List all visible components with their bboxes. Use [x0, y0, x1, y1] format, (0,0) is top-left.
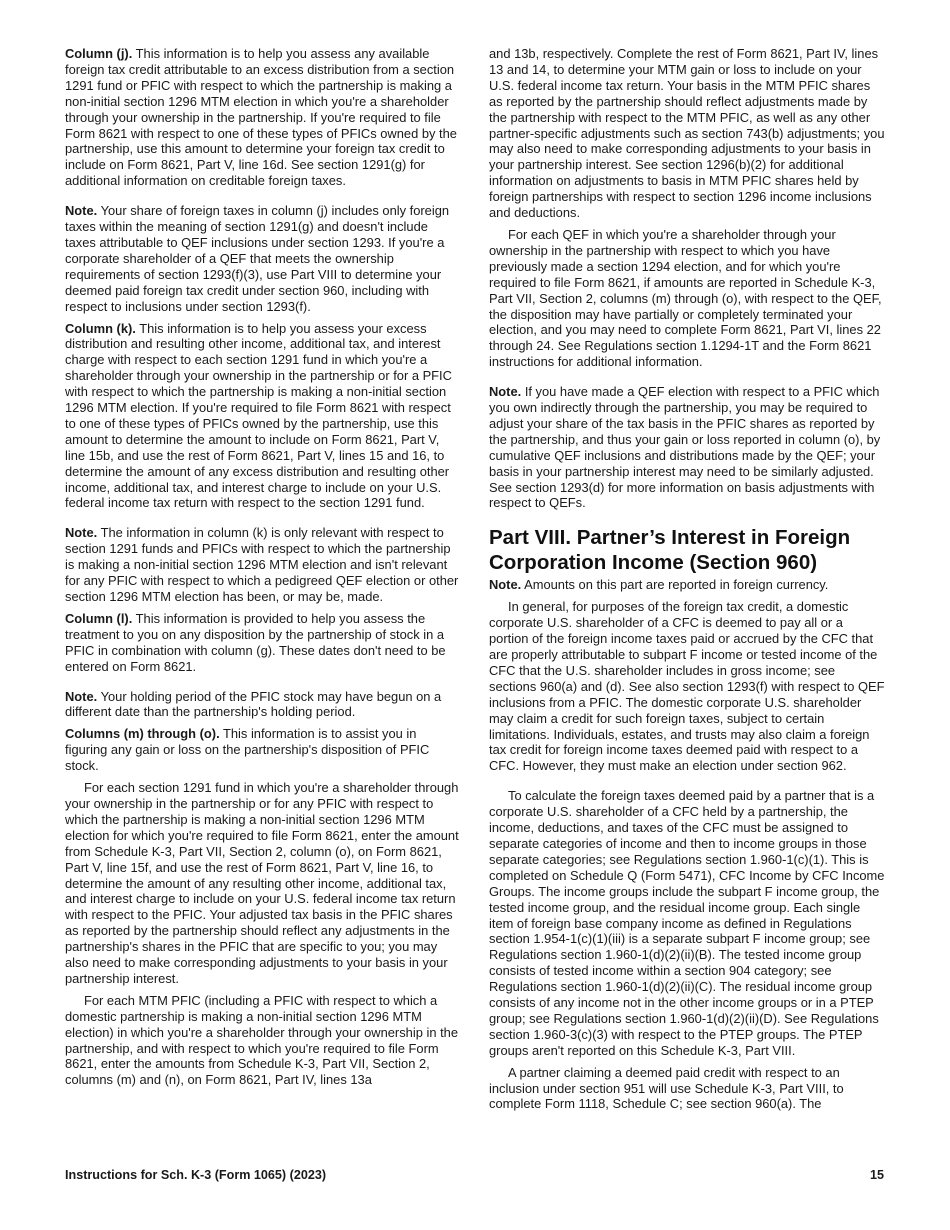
columns-m-o-text: This information is to assist you in figuring any gain or loss on the partnership's disposition of PFIC stock.	[65, 726, 430, 774]
note-text: Amounts on this part are reported in foreign currency.	[521, 577, 829, 593]
column-k-text: This information is to help you assess your excess distribution and resulting other income, additional tax, and interest charge with respect to each section 1291 fund in which you're a shareholder through your ownership in the partnership or for a PFIC with respect to which the partnership is making a non-initial section 1296 MTM election. If you're required to file Form 8621 with respect to one of these types of PFICs owned by the partnership, use this amount to determine the amount to include on Form 8621, Part V, line 15b, and use the rest of Form 8621, Part V, lines 15 and 16, to determine the amount of any excess distribution and resulting other income, additional tax, and interest charge to include on your U.S. federal income tax return with respect to the section 1291 fund.	[65, 320, 452, 511]
note-label: Note.	[65, 688, 98, 704]
note-paragraph	[65, 525, 461, 605]
note-paragraph	[65, 203, 461, 314]
section-1291-paragraph: For each section 1291 fund in which you're a shareholder through your ownership in the partnership or for any PFIC with respect to which the partnership is making a non-initial section 1296 MTM election for which you're required to file Form 8621, enter the amount from Schedule K-3, Part VII, Section 2, column (o), on Form 8621, Part V, line 15f, and use the rest of Form 8621, Part V, line 16, to determine the amount of any resulting other income, additional tax, and interest charge to include on your U.S. federal income tax return with respect to the PFIC. Your adjusted tax basis in the PFIC shares as reported by the partnership should reflect any adjustments in the partnership's shares in the PFIC that are specific to you; you may also need to make corresponding adjustments to your basis in your partnership interest.	[65, 780, 459, 986]
right-column	[489, 46, 885, 1118]
note-label: Note.	[65, 525, 98, 541]
note-paragraph	[489, 577, 885, 593]
general-paragraph: In general, for purposes of the foreign tax credit, a domestic corporate U.S. shareholder of a CFC is deemed to pay all or a portion of the foreign income taxes paid or accrued by the CFC that are properly attributable to subpart F income or tested income of the CFC that the U.S. shareholder includes in gross income; see sections 960(a) and (d). See also section 1293(f) with respect to QEF inclusions from a PFIC. The domestic corporate U.S. shareholder may claim a credit for such foreign taxes, subject to certain limitations. Individuals, estates, and trusts may also claim a foreign tax credit for foreign income taxes deemed paid with respect to a CFC. However, they must make an election under section 962.	[489, 599, 885, 774]
note-text: Your holding period of the PFIC stock may have begun on a different date than the partnership's holding period.	[65, 688, 442, 720]
footer-title: Instructions for Sch. K-3 (Form 1065) (2023)	[65, 1168, 327, 1182]
note-label: Note.	[65, 203, 98, 219]
page-number: 15	[869, 1168, 884, 1182]
mtm-pfic-paragraph: For each MTM PFIC (including a PFIC with respect to which a domestic partnership is making a non-initial section 1296 MTM election) in which you're a shareholder through your ownership in the partnership, and with respect to which you're required to file Form 8621, enter the amounts from Schedule K-3, Part VII, Section 2, columns (m) and (n), on Form 8621, Part IV, lines 13a	[65, 992, 458, 1088]
left-column	[65, 46, 461, 1094]
note-label: Note.	[489, 577, 522, 593]
deemed-paid-paragraph: A partner claiming a deemed paid credit with respect to an inclusion under section 951 will use Schedule K-3, Part VIII, to complete Form 1118, Schedule C; see section 960(a). The	[489, 1064, 844, 1112]
column-j-heading: Column (j).	[65, 46, 133, 61]
note-paragraph	[65, 689, 461, 721]
column-l-paragraph	[65, 611, 461, 675]
mtm-continuation-paragraph: and 13b, respectively. Complete the rest of Form 8621, Part IV, lines 13 and 14, to determine your MTM gain or loss to include on your U.S. federal income tax return. Your basis in the MTM PFIC shares as reported by the partnership should reflect adjustments made by the partnership with respect to the MTM PFIC, as well as any other partner-specific adjustments such as section 743(b) adjustments; you may also need to make corresponding adjustments to your basis in your partnership interest. See section 1296(b)(2) for additional information on adjustments to basis in MTM PFIC shares held by foreign partnerships with respect to section 1296 income inclusions and deductions.	[489, 46, 885, 221]
column-k-paragraph	[65, 321, 461, 512]
column-l-text: This information is provided to help you assess the treatment to you on any disposition by the partnership of stock in a PFIC in combination with column (g). These dates don't need to be entered on Form 8621.	[65, 610, 446, 674]
columns-m-o-heading: Columns (m) through (o).	[65, 726, 220, 742]
qef-paragraph: For each QEF in which you're a shareholder through your ownership in the partnership with respect to which you have previously made a section 1294 election, and for which you're required to file Form 8621, if amounts are reported in Schedule K-3, Part VII, Section 2, columns (m) through (o), with respect to the QEF, the disposition may have partially or completely terminated your election, and you may need to complete Form 8621, Part VI, lines 22 through 24. See Regulations section 1.1294-1T and the Form 8621 instructions for additional information.	[489, 226, 882, 370]
note-text: The information in column (k) is only relevant with respect to section 1291 funds and PFICs with respect to which the partnership is making a non-initial section 1296 MTM election and isn't relevant for any PFIC with respect to which a pedigreed QEF election or other section 1296 MTM election has been, or may be, made.	[65, 525, 459, 604]
column-k-heading: Column (k).	[65, 320, 136, 336]
column-j-text: This information is to help you assess any available foreign tax credit attributable to an excess distribution from a section 1291 fund or PFIC with respect to which the partnership is making a non-initial section 1296 MTM election in which you're a shareholder through your ownership in the partnership. If you're required to file Form 8621 with respect to one of these types of PFICs owned by the partnership, use this amount to determine your foreign tax credit to include on Form 8621, Part V, line 16d. See section 1291(g) for additional information on creditable foreign taxes.	[65, 46, 457, 189]
note-label: Note.	[489, 384, 522, 400]
note-text: If you have made a QEF election with respect to a PFIC which you own indirectly through the partnership, you may be required to adjust your share of the tax basis in the PFIC shares as reported by the partnership, and thus your gain or loss reported in column (o), by cumulative QEF inclusions and distributions made by the QEF; your basis in your partnership interest may need to be similarly adjusted. See section 1293(d) for more information on basis adjustments with respect to QEFs.	[489, 384, 881, 511]
part-viii-heading: Part VIII. Partner’s Interest in Foreign Corporation Income (Section 960)	[489, 526, 851, 575]
note-text: Your share of foreign taxes in column (j) includes only foreign taxes within the meaning of section 1291(g) and doesn't include taxes attributable to QEF inclusions under section 1293. If you're a corporate shareholder of a QEF that meets the ownership requirements of section 1293(f)(3), use Part VIII to determine your deemed paid foreign tax credit under section 960, including with respect to inclusions under section 1293(f).	[65, 203, 450, 314]
columns-m-o-paragraph	[65, 726, 461, 774]
column-l-heading: Column (l).	[65, 610, 133, 626]
note-paragraph	[489, 384, 885, 511]
calculation-paragraph: To calculate the foreign taxes deemed paid by a partner that is a corporate U.S. shareholder of a CFC held by a partnership, the income, deductions, and taxes of the CFC must be assigned to separate categories of income and then to income groups in those separate categories; see Regulations section 1.960-1(c)(1). This is completed on Schedule Q (Form 5471), CFC Income by CFC Income Groups. The income groups include the subpart F income group, the tested income group, and the residual income group. Each single item of foreign base company income as defined in Regulations section 1.954-1(c)(1)(iii) is a separate subpart F income group; see Regulations section 1.960-1(d)(2)(ii)(B). The tested income group consists of tested income within a section 904 category; see Regulations section 1.960-1(d)(2)(ii)(C). The residual income group consists of any income not in the other income groups or in a PTEP group; see Regulations section 1.960-1(d)(2)(ii)(D). See Regulations section 1.960-3(c)(3) with respect to the PTEP groups. The PTEP groups aren't reported on this Schedule K-3, Part VIII.	[489, 788, 885, 1058]
column-j-paragraph	[65, 46, 461, 189]
